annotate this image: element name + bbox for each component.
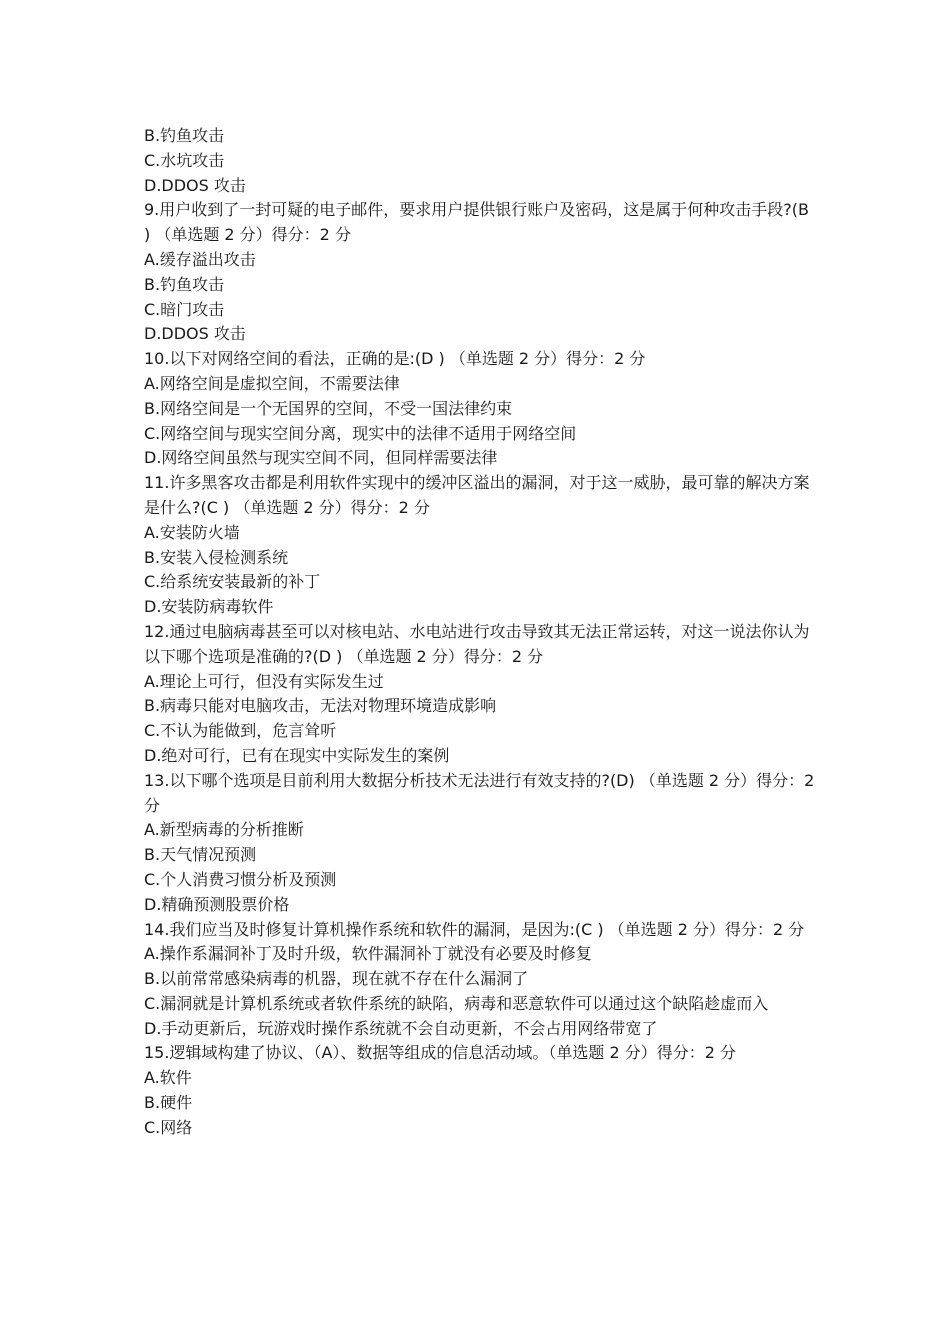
option-line: B.病毒只能对电脑攻击，无法对物理环境造成影响 [144,696,497,716]
option-line: D.DDOS 攻击 [144,175,246,195]
option-line: D.安装防病毒软件 [144,597,274,617]
option-line: A.软件 [144,1068,192,1088]
document-body [144,124,816,1141]
option-line: D.网络空间虽然与现实空间不同，但同样需要法律 [144,448,498,468]
question-10-text: 10.以下对网络空间的看法，正确的是:(D ) （单选题 2 分）得分：2 分 [144,349,646,369]
option-line: A.网络空间是虚拟空间，不需要法律 [144,373,400,393]
option-line: D.绝对可行，已有在现实中实际发生的案例 [144,745,450,765]
option-line: B.以前常常感染病毒的机器，现在就不存在什么漏洞了 [144,969,529,989]
option-line: B.钓鱼攻击 [144,274,225,294]
option-line: A.新型病毒的分析推断 [144,820,304,840]
option-line: C.漏洞就是计算机系统或者软件系统的缺陷，病毒和恶意软件可以通过这个缺陷趁虚而入 [144,993,769,1013]
option-line: D.手动更新后，玩游戏时操作系统就不会自动更新，不会占用网络带宽了 [144,1018,658,1038]
option-line: C.网络 [144,1117,193,1137]
option-line: B.硬件 [144,1093,193,1113]
option-line: C.水坑攻击 [144,150,225,170]
option-line: C.网络空间与现实空间分离，现实中的法律不适用于网络空间 [144,423,577,443]
option-line: C.给系统安装最新的补丁 [144,572,321,592]
option-line: C.暗门攻击 [144,299,225,319]
option-line: B.网络空间是一个无国界的空间，不受一国法律约束 [144,398,513,418]
option-line: A.理论上可行，但没有实际发生过 [144,671,384,691]
option-line: A.操作系漏洞补丁及时升级，软件漏洞补丁就没有必要及时修复 [144,944,592,964]
option-line: C.不认为能做到，危言耸听 [144,721,337,741]
option-line: D.DDOS 攻击 [144,324,246,344]
question-11-text: 11.许多黑客攻击都是利用软件实现中的缓冲区溢出的漏洞，对于这一威胁，最可靠的解决方案是什么?(C ) （单选题 2 分）得分：2 分 [144,473,810,517]
question-12-text: 12.通过电脑病毒甚至可以对核电站、水电站进行攻击导致其无法正常运转，对这一说法你认为以下哪个选项是准确的?(D ) （单选题 2 分）得分：2 分 [144,621,810,666]
option-line: B.安装入侵检测系统 [144,547,289,567]
option-line: C.个人消费习惯分析及预测 [144,869,337,889]
option-line: B.天气情况预测 [144,845,257,865]
question-14-text: 14.我们应当及时修复计算机操作系统和软件的漏洞，是因为:(C ) （单选题 2 分）得分：2 分 [144,919,805,939]
option-line: A.缓存溢出攻击 [144,249,256,269]
question-9-text: 9.用户收到了一封可疑的电子邮件，要求用户提供银行账户及密码，这是属于何种攻击手段?(B ) （单选题 2 分）得分：2 分 [144,200,809,245]
option-line: B.钓鱼攻击 [144,126,225,145]
question-13-text: 13.以下哪个选项是目前利用大数据分析技术无法进行有效支持的?(D) （单选题 2 分）得分：2 分 [144,770,815,815]
question-15-text: 15.逻辑域构建了协议、（A）、数据等组成的信息活动域。（单选题 2 分）得分：2 分 [144,1043,737,1063]
option-line: D.精确预测股票价格 [144,894,290,914]
option-line: A.安装防火墙 [144,522,240,542]
